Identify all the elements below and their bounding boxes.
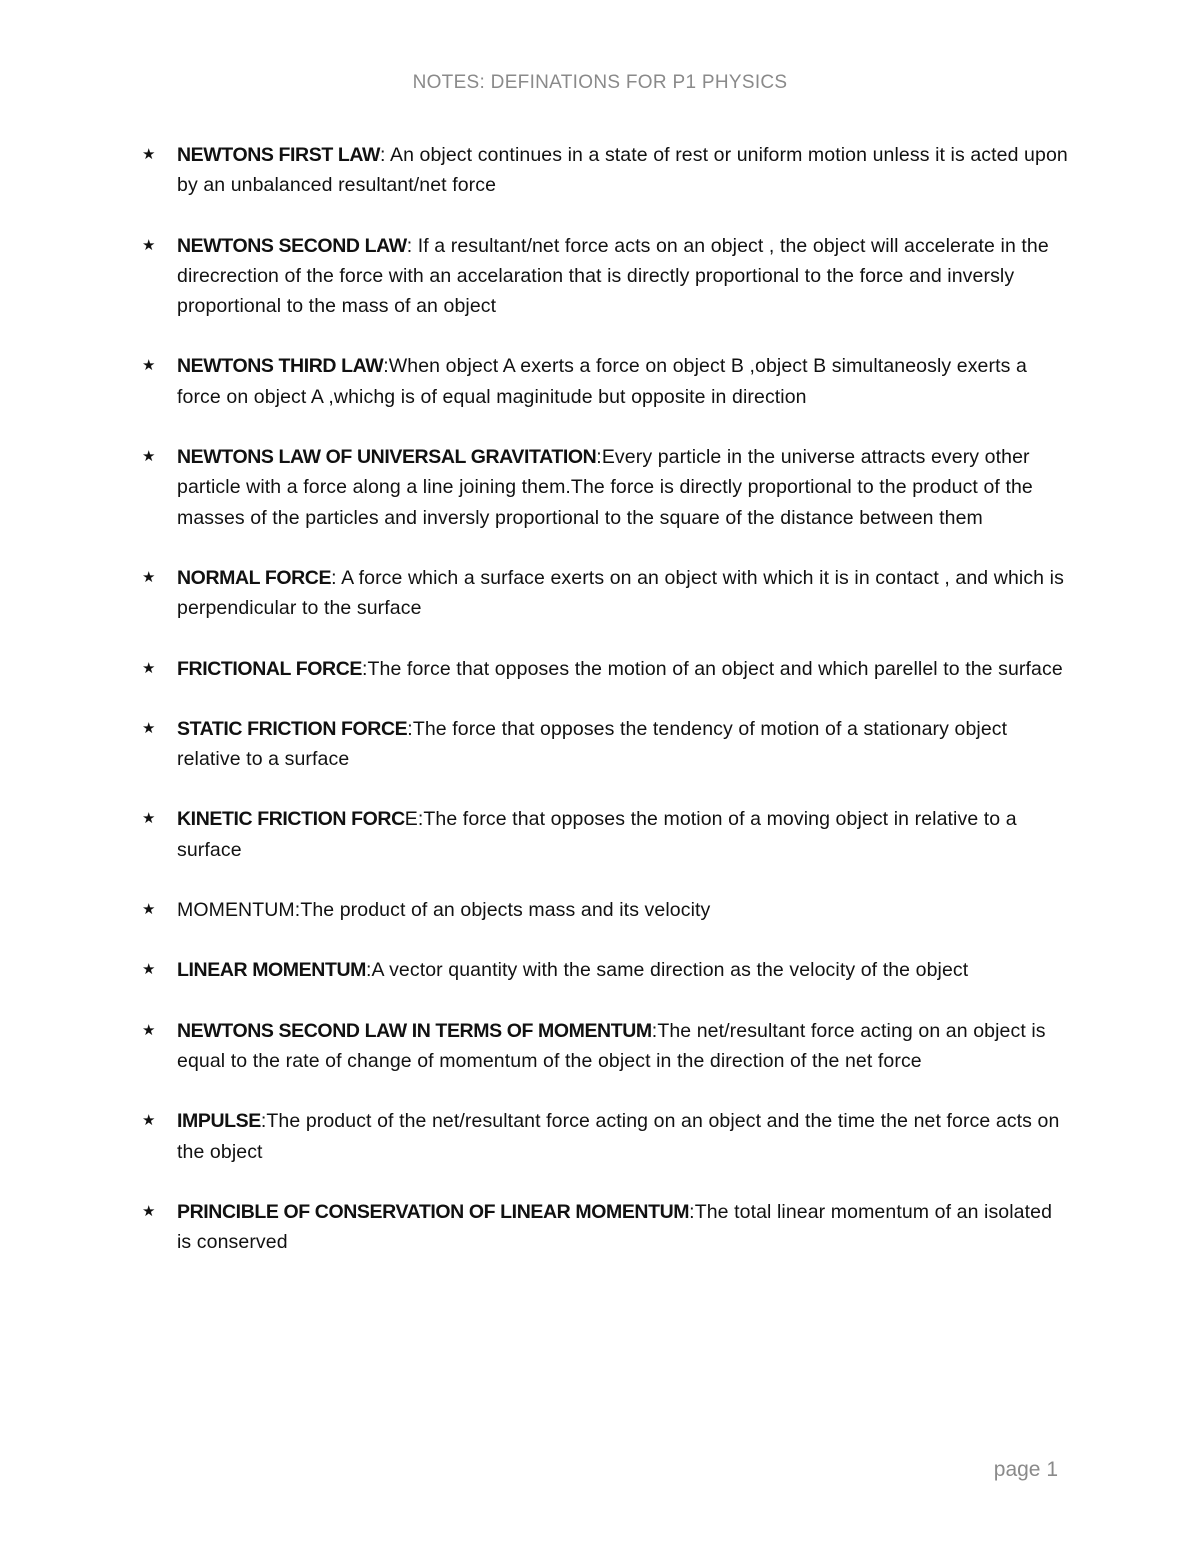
definitions-list — [0, 140, 1200, 1287]
term-separator: : — [651, 1019, 658, 1042]
term-separator: : — [380, 144, 390, 166]
star-icon: ★ — [142, 448, 156, 466]
star-icon: ★ — [142, 901, 156, 919]
definition-term: STATIC FRICTION FORCE — [177, 717, 408, 740]
term-separator: : — [407, 717, 413, 740]
star-icon: ★ — [142, 810, 156, 828]
term-separator: : — [365, 959, 372, 982]
definition-text: A vector quantity with the same direction as the velocity of the object — [371, 959, 969, 982]
star-icon: ★ — [142, 719, 156, 737]
star-icon: ★ — [142, 146, 156, 163]
star-icon: ★ — [142, 357, 156, 375]
definition-term: NEWTONS LAW OF UNIVERSAL GRAVITATION — [177, 446, 597, 469]
star-icon: ★ — [142, 659, 156, 677]
definition-text: An object continues in a state of rest or uniform motion unless it is acted upon by an unbalanced resultant/net force — [177, 144, 1068, 197]
definition-text: The force that opposes the motion of an object and which parellel to the surface — [367, 657, 1063, 680]
definition-text: The product of an objects mass and its velocity — [300, 899, 711, 922]
term-separator: : — [331, 566, 342, 589]
star-icon: ★ — [142, 961, 156, 979]
definition-text: The force that opposes the motion of a moving object in relative to a surface — [177, 808, 1017, 861]
definition-term: NEWTONS SECOND LAW — [177, 234, 407, 257]
list-item — [0, 563, 1200, 624]
definition-term: IMPULSE — [177, 1110, 261, 1133]
term-separator: : — [260, 1110, 267, 1133]
definition-text: The product of the net/resultant force acting on an object and the time the net force acts on the object — [177, 1110, 1060, 1163]
definition-text: Every particle in the universe attracts every other particle with a force along a line joining them.The force is directly proportional to the product of the masses of the particles and inversly proportional to the square of the distance between them — [177, 446, 1033, 529]
term-separator: : — [689, 1200, 695, 1223]
list-item — [0, 804, 1200, 865]
list-item — [0, 140, 1200, 201]
list-item — [0, 654, 1200, 684]
list-item — [0, 442, 1200, 533]
definition-term: NEWTONS FIRST LAW — [177, 144, 380, 166]
page-title: NOTES: DEFINATIONS FOR P1 PHYSICS — [412, 72, 788, 93]
list-item — [0, 955, 1200, 985]
definition-term: PRINCIBLE OF CONSERVATION OF LINEAR MOMENTUM — [177, 1200, 690, 1223]
star-icon: ★ — [142, 1021, 156, 1039]
definition-term: NORMAL FORCE — [177, 566, 332, 589]
definition-term: NEWTONS SECOND LAW IN TERMS OF MOMENTUM — [177, 1019, 652, 1042]
definition-term: FRICTIONAL FORCE — [177, 657, 362, 680]
definition-text: The force that opposes the tendency of motion of a stationary object relative to a surface — [177, 717, 1008, 771]
definition-term: MOMENTUM — [177, 899, 295, 922]
list-item — [0, 231, 1200, 322]
list-item — [0, 1106, 1200, 1167]
definition-text: If a resultant/net force acts on an object , the object will accelerate in the direcrection of the force with an accelaration that is directly proportional to the force and inversly proportional to the mass of an object — [177, 234, 1049, 318]
definition-term: KINETIC FRICTION FORC — [177, 808, 405, 831]
definition-term: LINEAR MOMENTUM — [177, 959, 366, 982]
definition-text: When object A exerts a force on object B ,object B simultaneosly exerts a force on object A ,whichg is of equal maginitude but opposite in direction — [177, 355, 1027, 408]
definition-text: A force which a surface exerts on an object with which it is in contact , and which is perpendicular to the surface — [177, 566, 1064, 620]
term-separator: : — [383, 355, 389, 378]
star-icon: ★ — [142, 1112, 156, 1130]
definition-term: NEWTONS THIRD LAW — [177, 355, 384, 378]
term-separator: : — [361, 657, 368, 680]
list-item — [0, 351, 1200, 412]
list-item — [0, 1016, 1200, 1077]
term-separator: : — [294, 899, 301, 922]
term-separator: : — [596, 446, 602, 469]
definition-text: The total linear momentum of an isolated is conserved — [177, 1200, 1053, 1254]
term-separator: E: — [404, 808, 424, 831]
list-item — [0, 1197, 1200, 1258]
list-item — [0, 714, 1200, 775]
page-number: page 1 — [993, 1458, 1058, 1481]
definition-text: The net/resultant force acting on an object is equal to the rate of change of momentum of the object in the direction of the net force — [177, 1019, 1046, 1072]
star-icon: ★ — [142, 236, 156, 254]
term-separator: : — [406, 234, 418, 257]
list-item — [0, 895, 1200, 925]
star-icon: ★ — [142, 568, 156, 586]
star-icon: ★ — [142, 1202, 156, 1220]
